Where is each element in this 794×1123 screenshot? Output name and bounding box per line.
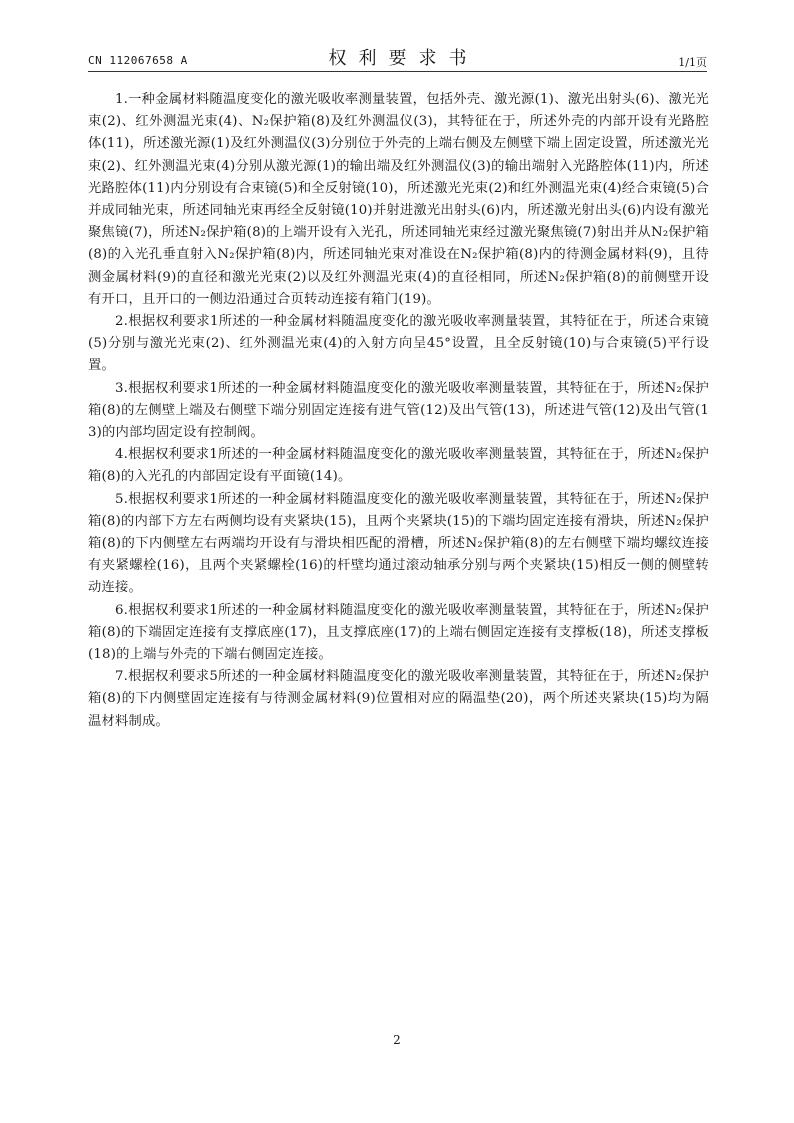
claims-body bbox=[88, 89, 709, 733]
publication-number: CN 112067658 A bbox=[88, 54, 188, 67]
page-number: 2 bbox=[393, 1033, 401, 1047]
document-title: 权利要求书 bbox=[328, 48, 479, 69]
claim-4: 4.根据权利要求1所述的一种金属材料随温度变化的激光吸收率测量装置，其特征在于，所述N₂保护箱(8)的入光孔的内部固定设有平面镜(14)。 bbox=[88, 447, 709, 485]
claim-7: 7.根据权利要求5所述的一种金属材料随温度变化的激光吸收率测量装置，其特征在于，所述N₂保护箱(8)的下内侧壁固定连接有与待测金属材料(9)位置相对应的隔温垫(20)，两个所述夹紧块(15)均为隔温材料制成。 bbox=[88, 669, 709, 729]
claim-6: 6.根据权利要求1所述的一种金属材料随温度变化的激光吸收率测量装置，其特征在于，所述N₂保护箱(8)的下端固定连接有支撑底座(17)，且支撑底座(17)的上端右侧固定连接有支撑板(18)，所述支撑板(18)的上端与外壳的下端右侧固定连接。 bbox=[88, 602, 709, 663]
header-divider bbox=[88, 71, 707, 72]
claim-1: 1.一种金属材料随温度变化的激光吸收率测量装置，包括外壳、激光源(1)、激光出射头(6)、激光光束(2)、红外测温光束(4)、N₂保护箱(8)及红外测温仪(3)，其特征在于，所述外壳的内部开设有光路腔体(11)，所述激光源(1)及红外测温仪(3)分别位于外壳的上端右侧及左侧壁下端上固定设置，所述激光光束(2)、红外测温光束(4)分别从激光源(1)的输出端及红外测温仪(3)的输出端射入光路腔体(11)内，所述光路腔体(11)内分别设有合束镜(5)和全反射镜(10)，所述激光光束(2)和红外测温光束(4)经合束镜(5)合并成同轴光束，所述同轴光束再经全反射镜(10)并射进激光出射头(6)内，所述激光射出头(6)内设有激光聚焦镜(7)，所述N₂保护箱(8)的上端开设有入光孔，所述同轴光束经过激光聚焦镜(7)射出并从N₂保护箱(8)的入光孔垂直射入N₂保护箱(8)内，所述同轴光束对准设在N₂保护箱(8)内的待测金属材料(9)，且待测金属材料(9)的直径和激光光束(2)以及红外测温光束(4)的直径相同，所述N₂保护箱(8)的前侧壁开设有开口，且开口的一侧边沿通过合页转动连接有箱门(19)。 bbox=[88, 92, 709, 307]
page-header bbox=[88, 44, 707, 70]
page-indicator: 1/1页 bbox=[678, 56, 707, 69]
claim-3: 3.根据权利要求1所述的一种金属材料随温度变化的激光吸收率测量装置，其特征在于，所述N₂保护箱(8)的左侧壁上端及右侧壁下端分别固定连接有进气管(12)及出气管(13)，所述进气管(12)及出气管(13)的内部均固定设有控制阀。 bbox=[88, 380, 709, 441]
claim-2: 2.根据权利要求1所述的一种金属材料随温度变化的激光吸收率测量装置，其特征在于，所述合束镜(5)分别与激光光束(2)、红外测温光束(4)的入射方向呈45°设置，且全反射镜(10)与合束镜(5)平行设置。 bbox=[88, 314, 709, 374]
claim-5: 5.根据权利要求1所述的一种金属材料随温度变化的激光吸收率测量装置，其特征在于，所述N₂保护箱(8)的内部下方左右两侧均设有夹紧块(15)，且两个夹紧块(15)的下端均固定连接有滑块，所述N₂保护箱(8)的下内侧壁左右两端均开设有与滑块相匹配的滑槽，所述N₂保护箱(8)的左右侧壁下端均螺纹连接有夹紧螺栓(16)，且两个夹紧螺栓(16)的杆壁均通过滚动轴承分别与两个夹紧块(15)相反一侧的侧壁转动连接。 bbox=[88, 491, 709, 596]
